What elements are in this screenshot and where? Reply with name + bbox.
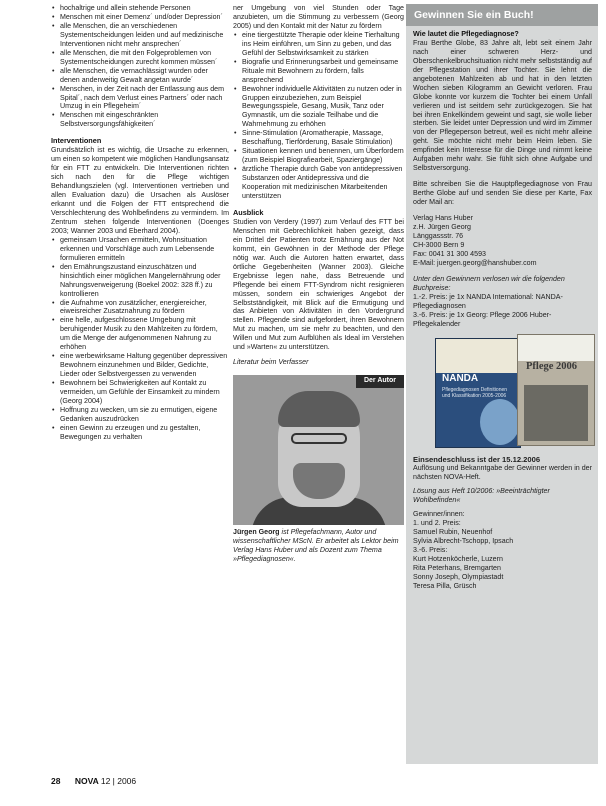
list-item: • den Ernährungszustand einzuschätzen und hinsichtlich einer möglichen Mangelernährung oder Nahrungsverweigerung (Boekel 2002: 328 ff.) zu kontrollieren [51, 263, 229, 299]
author-bio: ist Pflegefachmann, Autor und wissenschaftlicher MScN. Er arbeitet als Lektor beim Verlag Hans Huber und als Dozent zum Thema »Pflegediagnosen«. [233, 528, 399, 564]
pflege-2006-cover: Pflege 2006 [517, 334, 595, 446]
outlook-text: Studien von Verdery (1997) zum Verlauf des FTT bei Menschen mit Gebrechlichkeit haben gezeigt, dass ein Drittel der Patienten trotz Ernährung aus der Not kommt, ein Gewöhnen in der Methode der Pflege nötig war. Auch die Autoren hatten erwartet, dass örtliche Gegebenheiten (Wanner 2003). Gleiche Ergebnisse legen nahe, dass Betreuende und Pflegende bei einem FTT-Syndrom nicht resignieren müssen, sondern ein schwieriges Angebot der Selbstständigkeit, mit Blick auf die Ermutigung und das Anbieten von Aktivitäten in den Vordergrund stellen. Pflegende sind aufgefordert, ihren Bewohnern Mut zu machen, um sie mehr zu beachten, und den Willen und Mut zum Aufblühen als Ideal im Verstehen und »Warten« zu unterstützen. [233, 217, 404, 352]
prize-item: 3.-6. Preis: je 1x Georg: Pflege 2006 Huber-Pflegekalender [413, 310, 552, 328]
list-item: • eine tiergestützte Therapie oder kleine Tierhaltung ins Heim einführen, um Sinn zu geben, und das Gefühl der Selbstwirksamkeit zu stärken [233, 31, 404, 58]
list-item: • Menschen, in der Zeit nach der Entlassung aus dem Spital´, nach dem Verlust eines Partners´ oder nach Umzug in ein Pflegeheim´ [51, 85, 229, 112]
list-item: • alle Menschen, die mit den Folgeproblemen von Systementscheidungen zurecht kommen müssen´ [51, 49, 229, 67]
list-item: • einen Gewinn zu erzeugen und zu gestalten, Bewegungen zu verhalten [51, 424, 229, 442]
address-line: E-Mail: juergen.georg@hanshuber.com [413, 258, 537, 267]
list-item: • Bewohner individuelle Aktivitäten zu nutzen oder in Gruppen einzubeziehen, zum Beispiel Bewegungsspiele, Gesang, Musik, Tanz oder Gymnastik, um die soziale Teilhabe und die Wahrnehmung zu erhöhen [233, 85, 404, 130]
author-name: Jürgen Georg [233, 528, 280, 537]
address-line: z.H. Jürgen Georg [413, 223, 471, 232]
solution-text: Auflösung und Bekanntgabe der Gewinner werden in der nächsten NOVA-Heft. [413, 464, 592, 482]
winner-line: Teresa Pilla, Grüsch [413, 581, 477, 590]
interventions-heading: Interventionen [51, 136, 102, 146]
magazine-name: NOVA [74, 776, 99, 786]
author-label: Der Autor [356, 375, 404, 388]
list-item: • alle Menschen, die an verschiedenen Systementscheidungen leiden und auf medizinische Interventionen nicht mehr ansprechen´ [51, 22, 229, 49]
prize-list [413, 293, 592, 329]
list-item: • ärztliche Therapie durch Gabe von antidepressiven Substanzen oder Antidepressiva und die Kooperation mit medizinischen Mitarbeitenden unterstützen [233, 165, 404, 201]
winner-line: 1. und 2. Preis: [413, 519, 461, 528]
last-solution: Lösung aus Heft 10/2006: »Beeinträchtigter Wohlbefinden« [413, 487, 550, 505]
literature-note: Literatur beim Verfasser [233, 358, 309, 367]
winner-line: Kurt Hotzenköcherle, Luzern [413, 555, 503, 564]
book-covers [413, 334, 592, 452]
author-caption [233, 528, 404, 564]
list-item: • gemeinsam Ursachen ermitteln, Wohnsituation erkennen und Vorschläge auch zum Lebensende formulieren ermitteln [51, 236, 229, 263]
prize-item: 1.-2. Preis: je 1x NANDA International: NANDA-Pflegediagnosen [413, 292, 563, 310]
list-item: • Sinne-Stimulation (Aromatherapie, Massage, Beschaffung, Tierförderung, Basale Stimulation) [233, 129, 404, 147]
question-text: Frau Berthe Globe, 83 Jahre alt, lebt seit einem Jahr nach einer schweren Herz- und Oberschenkelbruchsituation nicht mehr selbstständig auf der Pflegestation und ihrer Tochter. Sie lehnt die angebotenen Mahlzeiten ab und hat in den letzten Wochen sieben Kilogramm an Gewicht verloren. Frau Globe konnte vor kurzem die Tochter bei einem Unfall verlieren und ist seitdem sehr zurückgezogen. Sie hat bei ihren Enkelkindern geweint und sagt, sie wolle lieber sterben. Sie leidet unter Depression und wird im Zimmer von der Pflegeperson betreut, weil es nicht mehr alleine geht. Sie möchte nicht mehr beim Heim leben. Sie empfindet kein Interesse für die Dinge und nimmt keine Aufgaben mehr wahr. Sie fühlt sich ohne Aufgabe und Selbstversorgung. [413, 38, 592, 173]
giveaway-box [406, 4, 598, 764]
address-line: Fax: 0041 31 300 4593 [413, 249, 486, 258]
prizes-intro: Unter den Gewinnern verlosen wir die folgenden Buchpreise: [413, 274, 565, 292]
winners-heading: Gewinner/innen: [413, 510, 465, 519]
list-item: • eine werbewirksame Haltung gegenüber depressiven Bewohnern einzunehmen und Bilder, Gedichte, Lieder oder Selbstvergessen zu verwenden [51, 352, 229, 379]
winner-line: Sylvia Albrecht-Tschopp, Ipsach [413, 537, 514, 546]
list-item: • Bewohnern bei Schwierigkeiten auf Kontakt zu vermeiden, um Gefühle der Einsamkeit zu mindern (Georg 2004) [51, 379, 229, 406]
list-item: • Situationen kennen und benennen, um Überfordern (zum Beispiel Biografiearbeit, Spaziergänge) [233, 147, 404, 165]
page-number: 28 [51, 776, 61, 786]
winner-line: Samuel Rubin, Neuenhof [413, 528, 493, 537]
winners-list [413, 519, 592, 591]
list-item: • hochaltrige und allein stehende Personen [51, 4, 229, 13]
outlook-heading: Ausblick [233, 207, 264, 217]
giveaway-title: Gewinnen Sie ein Buch! [406, 4, 598, 26]
issue: 12 | 2006 [100, 776, 137, 786]
address-line: Verlag Hans Huber [413, 214, 473, 223]
list-item: • Biografie und Erinnerungsarbeit und gemeinsame Rituale mit Bewohnern zu fördern, falls ansprechend [233, 58, 404, 85]
instructions: Bitte schreiben Sie die Hauptpflegediagnose von Frau Berthe Globe auf und senden Sie diese per Karte, Fax oder Mail an: [413, 180, 592, 207]
nanda-book-cover: NANDA Pflegediagnosen Definitionen und Klassifikation 2005-2006 [435, 338, 521, 448]
interventions-intro: Grundsätzlich ist es wichtig, die Ursache zu erkennen, um einen so kompetent wie möglichen Handlungsansatz für ein FTT zu entwickeln. Die Interventionen richten sich nach den für die Pflege wichtigen Behandlungszielen (vgl. Interventionen vertrieben und allen Evaluation dazu) die Ursachen als Auslöser erkannt und die Folgen der FTT entsprechend die Verschlechterung des Wohlbefindens zu vermindern. Im Zentrum stehen folgende Interventionen (Doenges 2003; Wanner 2003 und Eberhard 2004). [51, 146, 229, 235]
page-footer [51, 776, 136, 786]
author-photo [233, 375, 404, 525]
list-item: • Hoffnung zu wecken, um sie zu ermutigen, eigene Gedanken auszudrücken [51, 406, 229, 424]
question-heading: Wie lautet die Pflegediagnose? [413, 28, 519, 38]
list-item: • die Aufnahme von zusätzlicher, energiereicher, eiweisreicher Zusatznahrung zu fördern [51, 299, 229, 317]
address-line: CH-3000 Bern 9 [413, 240, 465, 249]
winner-line: 3.-6. Preis: [413, 546, 448, 555]
address-block [413, 214, 592, 268]
winner-line: Sonny Joseph, Olympiastadt [413, 572, 504, 581]
column-2 [233, 4, 404, 564]
intervention-list [51, 236, 229, 442]
intervention-list-continued [233, 31, 404, 201]
list-item: • Menschen mit eingeschränkten Selbstversorgungsfähigkeiten´ [51, 111, 229, 129]
winner-line: Rita Peterhans, Bremgarten [413, 563, 501, 572]
list-item: • Menschen mit einer Demenz´ und/oder Depression´ [51, 13, 229, 22]
continued-text: ner Umgebung von viel Stunden oder Tage anzubieten, um die Stimmung zu verbessern (Georg 2005) und den Kontakt mit der Natur zu fördern [233, 4, 404, 30]
list-item: • eine helle, aufgeschlossene Umgebung mit beruhigender Musik zu den Mahlzeiten zu fördern, um die Menge der aufgenommenen Nahrung zu erhöhen [51, 316, 229, 352]
column-1 [51, 4, 229, 442]
risk-group-list [51, 4, 229, 129]
deadline: Einsendeschluss ist der 15.12.2006 [413, 454, 541, 464]
address-line: Länggassstr. 76 [413, 231, 464, 240]
list-item: • alle Menschen, die vernachlässigt wurden oder denen anderweitig Gewalt angetan wurde´ [51, 67, 229, 85]
